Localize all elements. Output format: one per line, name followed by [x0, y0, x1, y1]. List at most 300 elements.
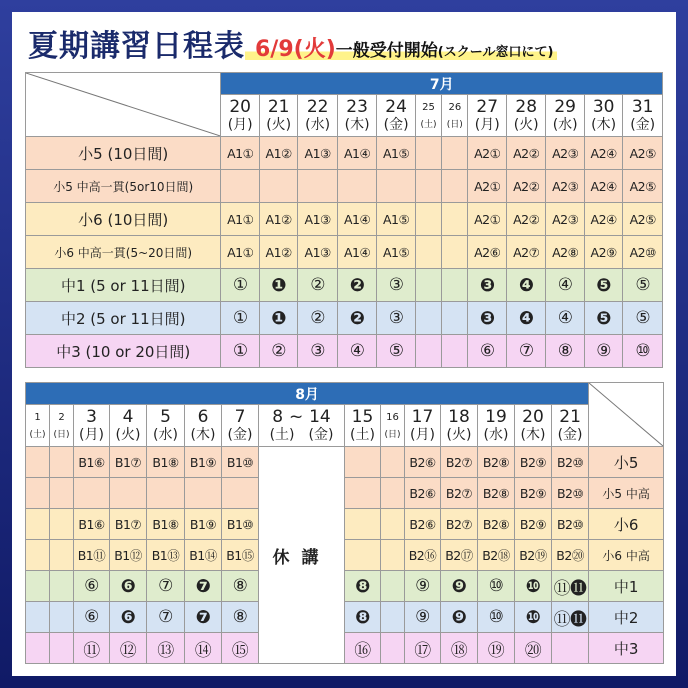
session-cell: [50, 571, 74, 602]
day-weekday: (土): [420, 119, 437, 130]
day-number: 15: [351, 406, 374, 427]
session-cell: A2①: [468, 137, 506, 170]
session-cell: ⑧: [222, 602, 259, 633]
session-cell: A2④: [584, 170, 622, 203]
july-class-row: [26, 269, 663, 302]
day-header: [298, 95, 337, 137]
break-days-header: [259, 405, 345, 447]
session-cell: [442, 269, 468, 302]
class-label: 小5 (10日間): [26, 137, 221, 170]
day-number: 2: [58, 411, 65, 423]
day-number: 17: [411, 406, 434, 427]
month-header-july: 7月: [221, 73, 663, 95]
session-cell: ❽: [345, 571, 381, 602]
session-cell: [345, 540, 381, 571]
session-cell: [415, 302, 441, 335]
session-cell: B1⑥: [74, 447, 110, 478]
session-cell: [50, 478, 74, 509]
session-cell: A1②: [259, 137, 297, 170]
session-cell: [50, 509, 74, 540]
session-cell: A1⑤: [377, 137, 415, 170]
class-label: 小6 中高一貫(5~20日間): [26, 236, 221, 269]
break-tilde: ~: [288, 406, 304, 427]
day-weekday: (火): [513, 116, 539, 133]
july-class-row: [26, 302, 663, 335]
session-cell: A2②: [506, 203, 545, 236]
session-cell: A2④: [584, 203, 622, 236]
class-label: 中2 (5 or 11日間): [26, 302, 221, 335]
session-cell: ④: [546, 302, 584, 335]
session-cell: B1⑩: [222, 447, 259, 478]
session-cell: [26, 571, 50, 602]
session-cell: ❺: [584, 302, 622, 335]
page-title: [28, 22, 557, 72]
session-cell: [50, 447, 74, 478]
session-cell: A1③: [298, 137, 337, 170]
day-number: 20: [229, 96, 251, 117]
session-cell: A2③: [546, 137, 584, 170]
session-cell: [377, 170, 415, 203]
class-label: 小6 中高: [589, 540, 664, 571]
break-start-weekday: (土): [269, 426, 295, 443]
day-weekday: (土): [350, 426, 375, 443]
session-cell: ❼: [185, 571, 222, 602]
session-cell: ④: [546, 269, 584, 302]
session-cell: A2①: [468, 203, 506, 236]
session-cell: [442, 335, 468, 368]
session-cell: ⑤: [377, 335, 415, 368]
session-cell: A2⑤: [623, 137, 663, 170]
session-cell: ❻: [110, 602, 147, 633]
day-header: [552, 405, 589, 447]
day-number: 18: [448, 406, 470, 427]
day-header: [623, 95, 663, 137]
session-cell: [345, 447, 381, 478]
session-cell: ❸: [468, 269, 506, 302]
session-cell: [381, 602, 405, 633]
session-cell: [442, 170, 468, 203]
aug-class-row: [26, 571, 664, 602]
session-cell: ❷: [337, 302, 376, 335]
day-weekday: (火): [115, 426, 141, 443]
session-cell: ⑭: [185, 633, 222, 664]
session-cell: [50, 540, 74, 571]
day-number: 6: [197, 406, 209, 427]
day-header: [110, 405, 147, 447]
session-cell: ⑯: [345, 633, 381, 664]
session-cell: ⑩: [478, 571, 515, 602]
session-cell: ③: [377, 302, 415, 335]
day-header: [506, 95, 545, 137]
session-cell: A2②: [506, 170, 545, 203]
session-cell: ③: [298, 335, 337, 368]
day-header: [26, 405, 50, 447]
class-label: 小5 中高: [589, 478, 664, 509]
session-cell: B1⑮: [222, 540, 259, 571]
class-label: 小5: [589, 447, 664, 478]
day-weekday: (水): [305, 116, 331, 133]
aug-class-row: [26, 447, 664, 478]
session-cell: [442, 236, 468, 269]
title-date: 6/9(火): [255, 37, 336, 62]
session-cell: [26, 509, 50, 540]
class-label: 中1: [589, 571, 664, 602]
day-weekday: (土): [29, 429, 46, 440]
session-cell: A1④: [337, 137, 376, 170]
july-schedule-table: [25, 72, 663, 368]
session-cell: ①: [221, 269, 259, 302]
day-number: 21: [267, 96, 290, 117]
session-cell: A2④: [584, 137, 622, 170]
session-cell: ❿: [515, 571, 552, 602]
day-weekday: (月): [410, 426, 435, 443]
day-header: [584, 95, 622, 137]
session-cell: A1①: [221, 203, 259, 236]
session-cell: A2⑧: [546, 236, 584, 269]
session-cell: B1⑫: [110, 540, 147, 571]
day-header: [377, 95, 415, 137]
session-cell: B2⑳: [552, 540, 589, 571]
class-label: 小6: [589, 509, 664, 540]
session-cell: ⑥: [468, 335, 506, 368]
day-number: 19: [485, 406, 507, 427]
day-number: 30: [592, 96, 615, 117]
session-cell: ❸: [468, 302, 506, 335]
day-number: 5: [160, 406, 171, 427]
session-cell: ①: [221, 335, 259, 368]
day-number: 16: [386, 411, 399, 423]
session-cell: [415, 203, 441, 236]
day-header: [468, 95, 506, 137]
session-cell: [415, 335, 441, 368]
session-cell: ⑨: [405, 571, 441, 602]
session-cell: ⑮: [222, 633, 259, 664]
break-cell: 休講: [259, 447, 345, 664]
session-cell: A1③: [298, 236, 337, 269]
session-cell: B2⑥: [405, 509, 441, 540]
july-class-row: [26, 335, 663, 368]
class-label: 中2: [589, 602, 664, 633]
session-cell: ⑧: [546, 335, 584, 368]
day-weekday: (日): [53, 429, 70, 440]
session-cell: ⑱: [441, 633, 478, 664]
month-header-aug: 8月: [26, 383, 589, 405]
august-schedule-table: [25, 382, 664, 664]
aug-month-row: [26, 383, 664, 405]
day-number: 29: [554, 96, 576, 117]
day-weekday: (水): [153, 426, 178, 443]
session-cell: ⑨: [405, 602, 441, 633]
session-cell: ⑪: [74, 633, 110, 664]
day-header: [222, 405, 259, 447]
session-cell: B2⑦: [441, 509, 478, 540]
session-cell: B2⑩: [552, 447, 589, 478]
day-number: 24: [385, 96, 407, 117]
session-cell: A2⑤: [623, 170, 663, 203]
july-class-row: [26, 236, 663, 269]
aug-class-row: [26, 478, 664, 509]
session-cell: B2⑥: [405, 478, 441, 509]
session-cell: [185, 478, 222, 509]
session-cell: [345, 509, 381, 540]
session-cell: [110, 478, 147, 509]
day-header: [185, 405, 222, 447]
session-cell: B1⑦: [110, 509, 147, 540]
corner-cell-july: [26, 73, 221, 137]
day-header: [441, 405, 478, 447]
corner-cell-aug: [589, 383, 664, 447]
day-header: [259, 95, 297, 137]
session-cell: ⑦: [147, 571, 185, 602]
day-number: 28: [515, 96, 538, 117]
title-highlight: [245, 37, 557, 62]
session-cell: A1④: [337, 236, 376, 269]
session-cell: A2⑥: [468, 236, 506, 269]
session-cell: A1①: [221, 236, 259, 269]
session-cell: ❹: [506, 269, 545, 302]
day-header: [546, 95, 584, 137]
title-note: (スクール窓口にて): [437, 45, 554, 60]
session-cell: [381, 633, 405, 664]
session-cell: B2⑧: [478, 509, 515, 540]
day-header: [478, 405, 515, 447]
break-end-weekday: (金): [308, 426, 334, 443]
session-cell: [50, 602, 74, 633]
session-cell: ⑳: [515, 633, 552, 664]
session-cell: [26, 540, 50, 571]
session-cell: ❶: [259, 269, 297, 302]
session-cell: B2⑨: [515, 447, 552, 478]
aug-days-row: [26, 405, 664, 447]
session-cell: A2③: [546, 203, 584, 236]
day-number: 22: [306, 96, 329, 117]
class-label: 中3 (10 or 20日間): [26, 335, 221, 368]
session-cell: [345, 478, 381, 509]
class-label: 小6 (10日間): [26, 203, 221, 236]
day-number: 7: [234, 406, 246, 427]
session-cell: B2⑥: [405, 447, 441, 478]
session-cell: [26, 633, 50, 664]
session-cell: [381, 447, 405, 478]
session-cell: A2②: [506, 137, 545, 170]
session-cell: ❽: [345, 602, 381, 633]
class-label: 小5 中高一貫(5or10日間): [26, 170, 221, 203]
day-number: 21: [559, 406, 581, 427]
july-class-row: [26, 203, 663, 236]
session-cell: [442, 203, 468, 236]
session-cell: A2⑤: [623, 203, 663, 236]
diagonal-line: [26, 73, 220, 136]
class-label: 中1 (5 or 11日間): [26, 269, 221, 302]
session-cell: ❾: [441, 602, 478, 633]
day-weekday: (月): [474, 116, 500, 133]
session-cell: ⑥: [74, 602, 110, 633]
day-weekday: (木): [520, 426, 546, 443]
aug-class-row: [26, 540, 664, 571]
day-number: 31: [631, 96, 654, 117]
day-weekday: (日): [446, 119, 463, 130]
day-header: [337, 95, 376, 137]
session-cell: B2⑯: [405, 540, 441, 571]
day-weekday: (木): [344, 116, 370, 133]
session-cell: [298, 170, 337, 203]
schedule-card: [12, 12, 676, 676]
session-cell: ⑲: [478, 633, 515, 664]
session-cell: ❷: [337, 269, 376, 302]
session-cell: [222, 478, 259, 509]
session-cell: B1⑪: [74, 540, 110, 571]
session-cell: [381, 540, 405, 571]
session-cell: B2⑨: [515, 478, 552, 509]
session-cell: ⑪⓫: [552, 571, 589, 602]
session-cell: [337, 170, 376, 203]
session-cell: B2⑨: [515, 509, 552, 540]
session-cell: ⑦: [147, 602, 185, 633]
aug-class-row: [26, 633, 664, 664]
session-cell: ❶: [259, 302, 297, 335]
session-cell: ❾: [441, 571, 478, 602]
session-cell: B2⑰: [441, 540, 478, 571]
session-cell: [381, 478, 405, 509]
session-cell: B1⑨: [185, 509, 222, 540]
day-number: 27: [476, 96, 499, 117]
session-cell: B2⑧: [478, 447, 515, 478]
session-cell: A2⑦: [506, 236, 545, 269]
session-cell: A1③: [298, 203, 337, 236]
day-number: 23: [346, 96, 368, 117]
session-cell: B2⑩: [552, 478, 589, 509]
day-number: 4: [122, 406, 134, 427]
session-cell: A2③: [546, 170, 584, 203]
day-header: [147, 405, 185, 447]
aug-class-row: [26, 509, 664, 540]
session-cell: ①: [221, 302, 259, 335]
day-number: 20: [522, 406, 544, 427]
day-weekday: (金): [227, 426, 253, 443]
session-cell: ⑩: [478, 602, 515, 633]
session-cell: ⑥: [74, 571, 110, 602]
day-number: 26: [448, 101, 462, 113]
day-number: 25: [422, 101, 435, 113]
session-cell: ❼: [185, 602, 222, 633]
session-cell: ❿: [515, 602, 552, 633]
title-open: 一般受付開始: [335, 41, 438, 61]
session-cell: A2⑨: [584, 236, 622, 269]
session-cell: A1⑤: [377, 203, 415, 236]
break-start-day: 8: [272, 406, 284, 427]
day-header: [381, 405, 405, 447]
session-cell: [552, 633, 589, 664]
day-weekday: (火): [266, 116, 292, 133]
session-cell: [50, 633, 74, 664]
session-cell: A1④: [337, 203, 376, 236]
session-cell: [259, 170, 297, 203]
session-cell: [442, 137, 468, 170]
session-cell: [26, 478, 50, 509]
july-class-row: [26, 170, 663, 203]
session-cell: B1⑧: [147, 447, 185, 478]
session-cell: ⑰: [405, 633, 441, 664]
session-cell: [415, 170, 441, 203]
session-cell: A1②: [259, 236, 297, 269]
session-cell: ③: [377, 269, 415, 302]
session-cell: ⑦: [506, 335, 545, 368]
session-cell: B2⑱: [478, 540, 515, 571]
day-header: [221, 95, 259, 137]
session-cell: ❺: [584, 269, 622, 302]
session-cell: B2⑧: [478, 478, 515, 509]
session-cell: A1②: [259, 203, 297, 236]
session-cell: [147, 478, 185, 509]
day-header: [515, 405, 552, 447]
session-cell: B1⑩: [222, 509, 259, 540]
session-cell: B2⑦: [441, 447, 478, 478]
session-cell: B1⑭: [185, 540, 222, 571]
session-cell: [381, 509, 405, 540]
session-cell: ⑤: [623, 302, 663, 335]
session-cell: ⑪⓫: [552, 602, 589, 633]
break-end-day: 14: [309, 406, 331, 427]
session-cell: B2⑩: [552, 509, 589, 540]
day-weekday: (月): [227, 116, 253, 133]
day-header: [50, 405, 74, 447]
day-weekday: (金): [557, 426, 583, 443]
day-header: [415, 95, 441, 137]
session-cell: [442, 302, 468, 335]
session-cell: ⑧: [222, 571, 259, 602]
day-weekday: (金): [383, 116, 409, 133]
session-cell: B2⑲: [515, 540, 552, 571]
day-number: 3: [86, 406, 97, 427]
session-cell: ⑤: [623, 269, 663, 302]
session-cell: [415, 269, 441, 302]
session-cell: ⑩: [623, 335, 663, 368]
aug-class-row: [26, 602, 664, 633]
session-cell: ④: [337, 335, 376, 368]
day-weekday: (木): [190, 426, 216, 443]
session-cell: ⑨: [584, 335, 622, 368]
session-cell: A1①: [221, 137, 259, 170]
day-header: [405, 405, 441, 447]
session-cell: B1⑧: [147, 509, 185, 540]
session-cell: ②: [298, 269, 337, 302]
day-weekday: (火): [446, 426, 472, 443]
title-main: 夏期講習日程表: [28, 29, 245, 64]
session-cell: A2⑩: [623, 236, 663, 269]
day-weekday: (水): [483, 426, 509, 443]
day-weekday: (水): [552, 116, 578, 133]
day-weekday: (木): [591, 116, 617, 133]
july-class-row: [26, 137, 663, 170]
session-cell: ⑬: [147, 633, 185, 664]
day-header: [442, 95, 468, 137]
session-cell: [74, 478, 110, 509]
day-weekday: (金): [630, 116, 656, 133]
session-cell: ②: [259, 335, 297, 368]
session-cell: B1⑬: [147, 540, 185, 571]
session-cell: [26, 602, 50, 633]
session-cell: ❻: [110, 571, 147, 602]
session-cell: ⑫: [110, 633, 147, 664]
session-cell: [415, 236, 441, 269]
day-header: [345, 405, 381, 447]
day-header: [74, 405, 110, 447]
session-cell: [415, 137, 441, 170]
session-cell: B1⑥: [74, 509, 110, 540]
session-cell: ②: [298, 302, 337, 335]
day-weekday: (月): [79, 426, 104, 443]
session-cell: B2⑦: [441, 478, 478, 509]
